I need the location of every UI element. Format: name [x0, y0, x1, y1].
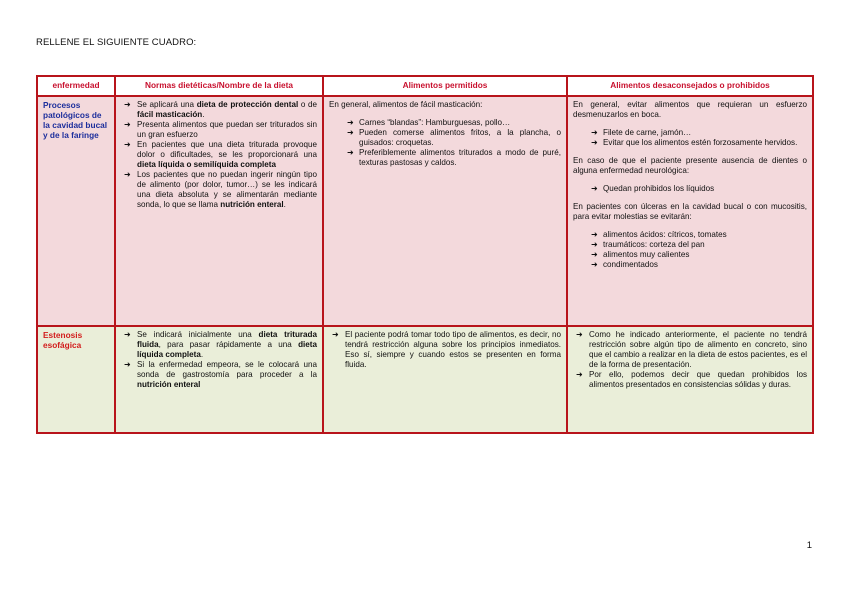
arrow-icon: ➜ [591, 138, 598, 147]
arrow-icon: ➜ [591, 240, 598, 249]
table-row [37, 326, 813, 433]
list-item: ➜ Si la enfermedad empeora, se le colocará una sonda de gastrostomía para proceder a la nutrición enteral [124, 360, 317, 389]
arrow-icon: ➜ [576, 330, 583, 339]
list-item: ➜ Filete de carne, jamón… [591, 128, 692, 137]
arrow-icon: ➜ [591, 184, 598, 193]
arrow-icon: ➜ [124, 100, 131, 109]
list-item: ➜ Preferiblemente alimentos triturados a modo de puré, texturas pastosas y caldos. [347, 148, 561, 167]
list-item: ➜ Quedan prohibidos los líquidos [591, 184, 715, 193]
list-item: ➜ Carnes “blandas”: Hamburguesas, pollo… [347, 118, 511, 127]
header-row [37, 76, 813, 96]
forbidden-paragraph: En pacientes con úlceras en la cavidad bucal o con mucositis, para evitar molestias se evitarán: [573, 202, 807, 221]
diet-table [36, 75, 814, 434]
allowed-intro: En general, alimentos de fácil masticación: [329, 100, 483, 109]
list-item: ➜ En pacientes que una dieta triturada provoque dolor o dificultades, se les proporcionará una dieta líquida o semilíquida completa [124, 140, 317, 169]
arrow-icon: ➜ [124, 140, 131, 149]
list-item: ➜ Presenta alimentos que puedan ser triturados sin un gran esfuerzo [124, 120, 317, 139]
list-item: ➜ Como he indicado anteriormente, el paciente no tendrá restricción sobre algún tipo de alimento en concreto, sino que el cambio a realizar en la dieta de estos pacientes, es el de la forma de presentación. [576, 330, 807, 369]
forbidden-cell [567, 326, 813, 433]
list-item: ➜ Los pacientes que no puedan ingerir ningún tipo de alimento (por dolor, tumor…) se les indicará una dieta absoluta y se alimentarán mediante sonda, lo que se llama nutrición enteral. [124, 170, 317, 209]
forbidden-paragraph: En general, evitar alimentos que requieran un esfuerzo desmenuzarlos en boca. [573, 100, 807, 119]
arrow-icon: ➜ [124, 360, 131, 369]
arrow-icon: ➜ [591, 260, 598, 269]
list-item: ➜ alimentos ácidos: cítricos, tomates [591, 230, 727, 239]
header-normas: Normas dietéticas/Nombre de la dieta [115, 76, 323, 96]
header-permitidos: Alimentos permitidos [323, 76, 567, 96]
list-item: ➜ El paciente podrá tomar todo tipo de alimentos, es decir, no tendrá restricción alguna sobre los principios inmediatos. Eso sí, siempre y cuando estos se presenten en forma fluida. [332, 330, 561, 369]
forbidden-cell [567, 96, 813, 326]
allowed-cell [323, 326, 567, 433]
arrow-icon: ➜ [347, 118, 354, 127]
arrow-icon: ➜ [591, 230, 598, 239]
list-item: ➜ Pueden comerse alimentos fritos, a la plancha, o guisados: croquetas. [347, 128, 561, 147]
page-number: 1 [806, 540, 812, 551]
page-title: RELLENE EL SIGUIENTE CUADRO: [36, 37, 197, 48]
list-item: ➜ condimentados [591, 260, 658, 269]
list-item: ➜ Se indicará inicialmente una dieta triturada fluida, para pasar rápidamente a una dieta líquida completa. [124, 330, 317, 359]
norms-cell [115, 96, 323, 326]
header-enfermedad: enfermedad [37, 76, 115, 96]
arrow-icon: ➜ [576, 370, 583, 379]
arrow-icon: ➜ [332, 330, 339, 339]
list-item: ➜ Se aplicará una dieta de protección dental o de fácil masticación. [124, 100, 318, 119]
arrow-icon: ➜ [591, 250, 598, 259]
arrow-icon: ➜ [347, 148, 354, 157]
allowed-cell [323, 96, 567, 326]
header-prohibidos: Alimentos desaconsejados o prohibidos [567, 76, 813, 96]
norms-cell [115, 326, 323, 433]
arrow-icon: ➜ [124, 330, 131, 339]
disease-label: Estenosis esofágica [37, 326, 115, 433]
forbidden-paragraph: En caso de que el paciente presente ausencia de dientes o alguna enfermedad neurológica: [573, 156, 807, 175]
disease-label: Procesos patológicos de la cavidad bucal y de la faringe [37, 96, 115, 326]
list-item: ➜ alimentos muy calientes [591, 250, 690, 259]
arrow-icon: ➜ [347, 128, 354, 137]
list-item: ➜ Por ello, podemos decir que quedan prohibidos los alimentos presentados en consistencias sólidas y duras. [576, 370, 807, 389]
arrow-icon: ➜ [124, 120, 131, 129]
table-row [37, 96, 813, 326]
list-item: ➜ traumáticos: corteza del pan [591, 240, 705, 249]
arrow-icon: ➜ [124, 170, 131, 179]
list-item: ➜ Evitar que los alimentos estén forzosamente hervidos. [591, 138, 798, 147]
arrow-icon: ➜ [591, 128, 598, 137]
